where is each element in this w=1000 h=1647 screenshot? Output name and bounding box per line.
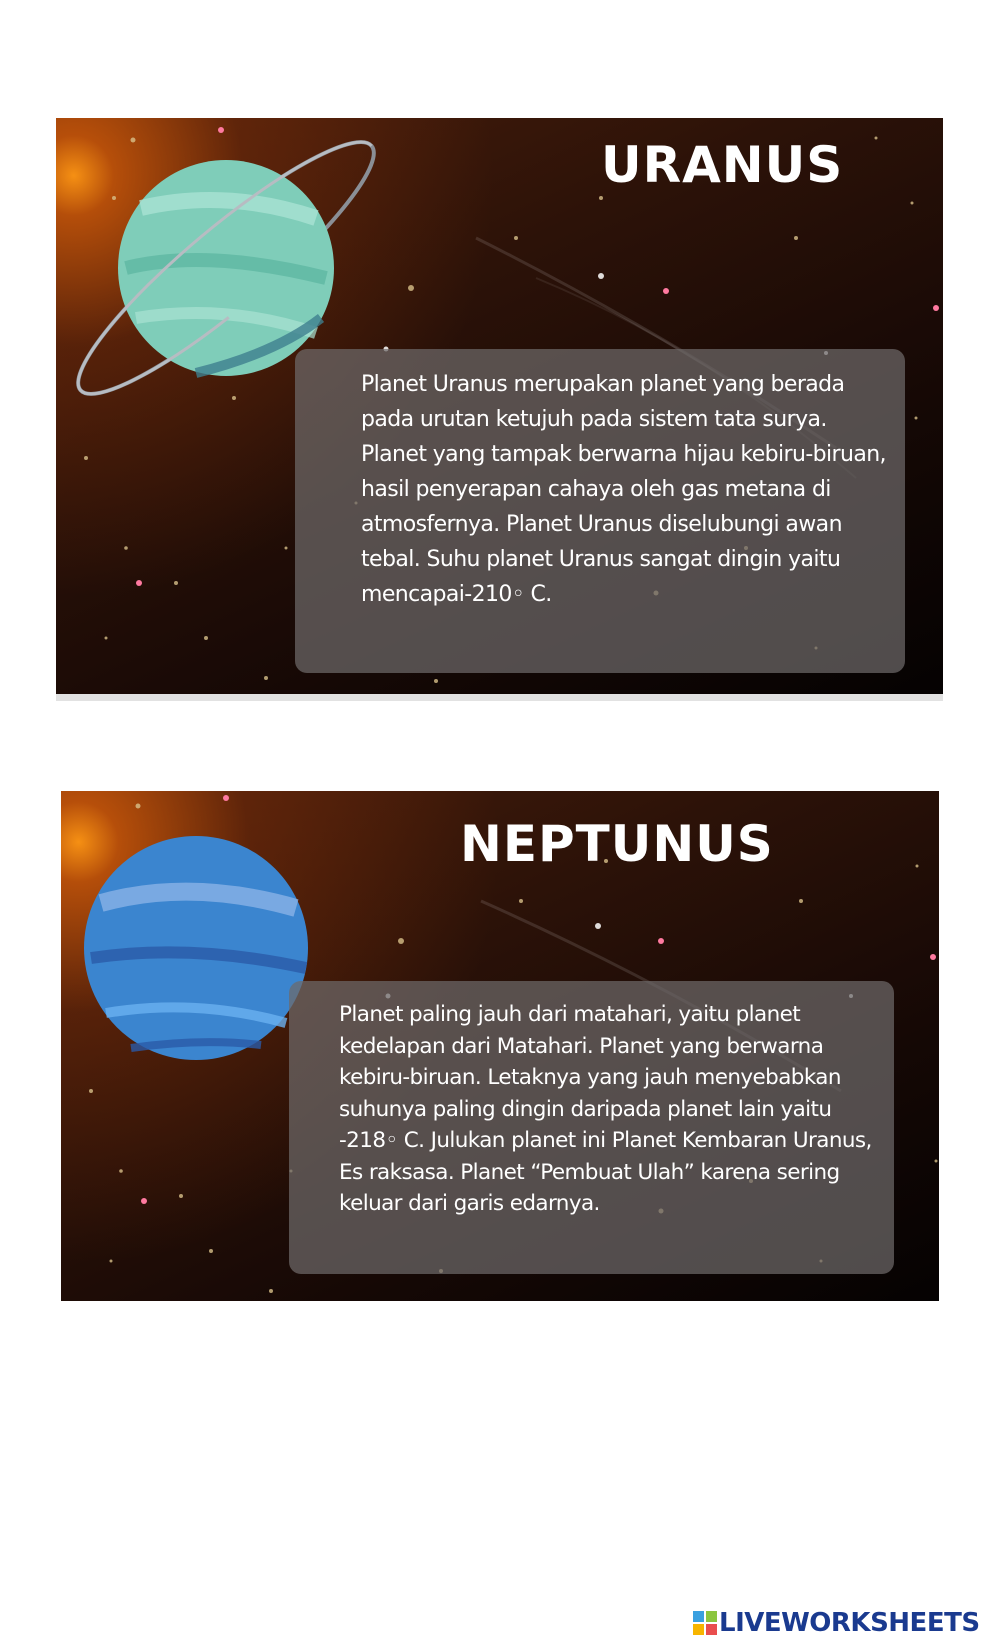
- liveworksheets-logo[interactable]: [693, 1606, 980, 1640]
- neptunus-description: Planet paling jauh dari matahari, yaitu planet kedelapan dari Matahari. Planet yang berwarna kebiru-biruan. Letaknya yang jauh menyebabkan suhunya paling dingin daripada planet lain yaitu -218◦ C. Julukan planet ini Planet Kembaran Uranus, Es raksasa. Planet “Pembuat Ulah” karena sering keluar dari garis edarnya.: [339, 1002, 872, 1216]
- neptunus-planet-image: [81, 833, 311, 1063]
- neptunus-card: [61, 791, 939, 1301]
- uranus-description-box: [295, 349, 905, 673]
- neptunus-title: NEPTUNUS: [460, 815, 774, 873]
- card-divider: [56, 694, 943, 701]
- uranus-description: Planet Uranus merupakan planet yang berada pada urutan ketujuh pada sistem tata surya. Planet yang tampak berwarna hijau kebiru-biruan, hasil penyerapan cahaya oleh gas metana di atmosfernya. Planet Uranus diselubungi awan tebal. Suhu planet Uranus sangat dingin yaitu mencapai-210◦ C.: [361, 372, 886, 607]
- uranus-title: URANUS: [601, 136, 844, 194]
- neptunus-description-box: [289, 981, 894, 1274]
- liveworksheets-logo-text: LIVEWORKSHEETS: [719, 1608, 980, 1638]
- uranus-card: [56, 118, 943, 694]
- liveworksheets-logo-icon: [693, 1611, 717, 1635]
